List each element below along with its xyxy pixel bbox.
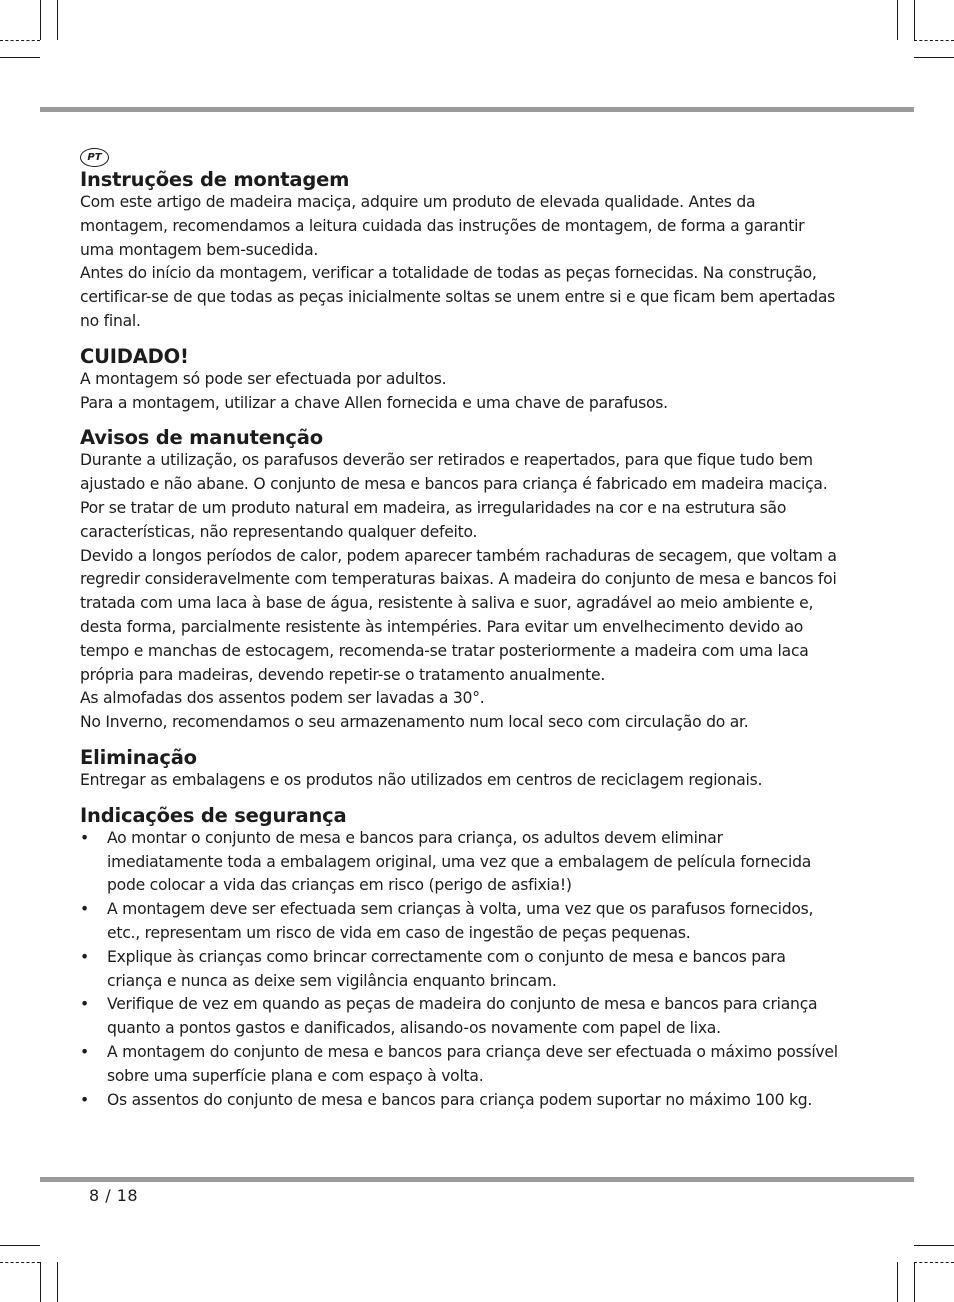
list-item-text: A montagem do conjunto de mesa e bancos para criança deve ser efectuada o máximo possível sobre uma superfície plana e com espaço à volta. bbox=[107, 1042, 838, 1085]
section-assembly-instructions bbox=[80, 168, 840, 334]
bullet-icon: • bbox=[80, 828, 89, 847]
crop-mark bbox=[914, 0, 915, 40]
paragraph: As almofadas dos assentos podem ser lavadas a 30°. bbox=[80, 689, 485, 708]
section-heading: Avisos de manutenção bbox=[80, 426, 323, 450]
list-item bbox=[80, 827, 840, 898]
list-item bbox=[80, 898, 840, 946]
crop-mark bbox=[57, 1262, 58, 1302]
crop-mark bbox=[40, 1262, 41, 1302]
list-item-text: Verifique de vez em quando as peças de madeira do conjunto de mesa e bancos para criança quanto a pontos gastos e danificados, alisando-os novamente com papel de lixa. bbox=[107, 995, 818, 1038]
section-heading: Indicações de segurança bbox=[80, 803, 347, 827]
paragraph: Durante a utilização, os parafusos deverão ser retirados e reapertados, para que fique tudo bem ajustado e não abane. O conjunto de mesa e bancos para criança é fabricado em madeira maciça. Por se tratar de um produto natural em madeira, as irregularidades na cor e na estrutura são características, não representando qualquer defeito. bbox=[80, 451, 828, 541]
paragraph: Para a montagem, utilizar a chave Allen fornecida e uma chave de parafusos. bbox=[80, 393, 668, 412]
language-badge-label: PT bbox=[80, 148, 109, 167]
crop-mark bbox=[0, 40, 40, 41]
paragraph: A montagem só pode ser efectuada por adultos. bbox=[80, 369, 447, 388]
crop-mark bbox=[914, 1262, 954, 1263]
list-item-text: Os assentos do conjunto de mesa e bancos para criança podem suportar no máximo 100 kg. bbox=[107, 1090, 813, 1109]
footer-rule bbox=[40, 1177, 914, 1182]
section-caution bbox=[80, 345, 840, 416]
crop-mark bbox=[914, 1245, 954, 1246]
list-item-text: Explique às crianças como brincar correctamente com o conjunto de mesa e bancos para criança e nunca as deixe sem vigilância enquanto brincam. bbox=[107, 947, 786, 990]
bullet-icon: • bbox=[80, 947, 89, 966]
crop-mark bbox=[57, 0, 58, 40]
section-maintenance bbox=[80, 426, 840, 735]
list-item bbox=[80, 1041, 840, 1089]
paragraph: Com este artigo de madeira maciça, adquire um produto de elevada qualidade. Antes da montagem, recomendamos a leitura cuidada das instruções de montagem, de forma a garantir uma montagem bem-sucedida. bbox=[80, 193, 805, 259]
bullet-icon: • bbox=[80, 1042, 89, 1061]
crop-mark bbox=[914, 57, 954, 58]
paragraph: Entregar as embalagens e os produtos não utilizados em centros de reciclagem regionais. bbox=[80, 770, 763, 789]
paragraph: Devido a longos períodos de calor, podem aparecer também rachaduras de secagem, que voltam a regredir consideravelmente com temperaturas baixas. A madeira do conjunto de mesa e bancos foi tratada com uma laca à base de água, resistente à saliva e suor, agradável ao meio ambiente e, desta forma, parcialmente resistente às intempéries. Para evitar um envelhecimento devido ao tempo e manchas de estocagem, recomenda-se tratar posteriormente a madeira com uma laca própria para madeiras, devendo repetir-se o tratamento anualmente. bbox=[80, 546, 837, 684]
section-disposal bbox=[80, 746, 840, 793]
crop-mark bbox=[0, 1245, 40, 1246]
bullet-icon: • bbox=[80, 995, 89, 1014]
list-item-text: Ao montar o conjunto de mesa e bancos para criança, os adultos devem eliminar imediatamente toda a embalagem original, uma vez que a embalagem de película fornecida pode colocar a vida das crianças em risco (perigo de asfixia!) bbox=[107, 828, 812, 895]
crop-mark bbox=[897, 0, 898, 40]
section-safety bbox=[80, 804, 840, 1113]
paragraph: Antes do início da montagem, verificar a totalidade de todas as peças fornecidas. Na construção, certificar-se de que todas as peças inicialmente soltas se unem entre si e que ficam bem apertadas no final. bbox=[80, 264, 836, 330]
crop-mark bbox=[0, 1262, 40, 1263]
crop-mark bbox=[40, 0, 41, 40]
paragraph: No Inverno, recomendamos o seu armazenamento num local seco com circulação do ar. bbox=[80, 713, 749, 732]
crop-mark bbox=[914, 40, 954, 41]
page-number: 8 / 18 bbox=[89, 1186, 139, 1205]
list-item bbox=[80, 993, 840, 1041]
header-rule bbox=[40, 107, 914, 112]
section-heading: CUIDADO! bbox=[80, 344, 189, 368]
list-item bbox=[80, 946, 840, 994]
crop-mark bbox=[897, 1262, 898, 1302]
crop-mark bbox=[0, 57, 40, 58]
document-body bbox=[80, 144, 840, 1112]
bullet-icon: • bbox=[80, 900, 89, 919]
safety-list bbox=[80, 827, 840, 1113]
section-heading: Eliminação bbox=[80, 745, 197, 769]
bullet-icon: • bbox=[80, 1090, 89, 1109]
language-badge bbox=[80, 144, 840, 168]
section-heading: Instruções de montagem bbox=[80, 168, 350, 191]
list-item-text: A montagem deve ser efectuada sem crianças à volta, uma vez que os parafusos fornecidos, etc., representam um risco de vida em caso de ingestão de peças pequenas. bbox=[107, 900, 814, 942]
list-item bbox=[80, 1089, 840, 1113]
crop-mark bbox=[914, 1262, 915, 1302]
